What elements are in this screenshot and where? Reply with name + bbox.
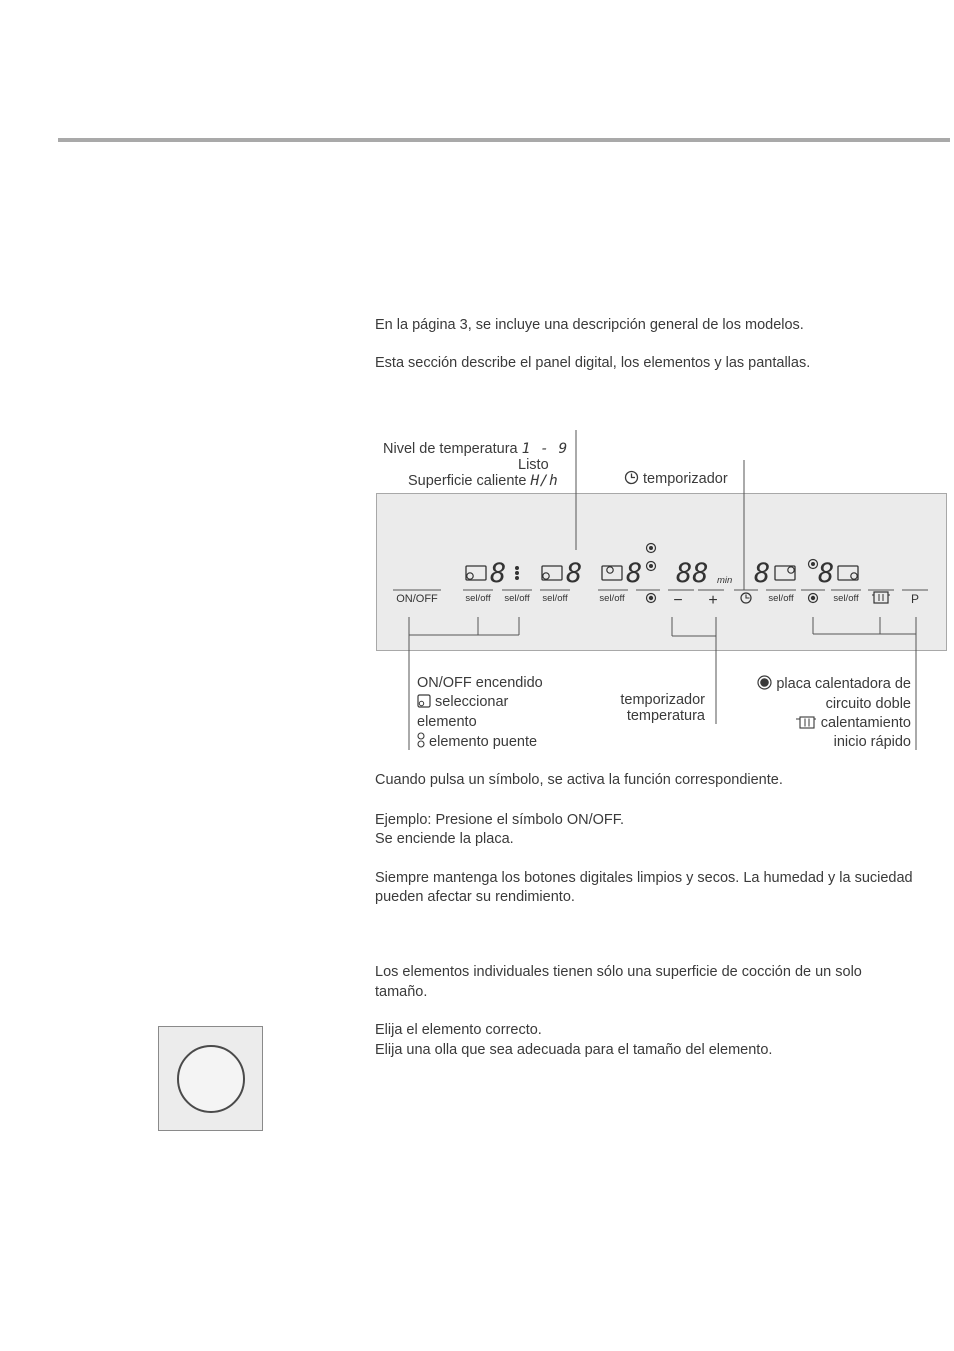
temp-level-range: 1 - 9 xyxy=(521,441,568,457)
ready-callout: Listo xyxy=(518,457,549,473)
element-display-3 xyxy=(602,544,656,590)
sel-off-button-4[interactable] xyxy=(598,590,628,604)
sel-off-5-label: sel/off xyxy=(768,593,794,604)
body-p5-line-1: Elija el elemento correcto. xyxy=(375,1022,542,1038)
sel-off-button-1[interactable] xyxy=(463,590,493,604)
quick-heat-legend-icon xyxy=(795,715,817,729)
quick-heat-button[interactable] xyxy=(868,590,894,603)
sel-off-2-label: sel/off xyxy=(504,593,530,604)
legend-temperature: temperatura xyxy=(626,708,705,724)
legend-quick-heat-1 xyxy=(700,714,911,734)
element-3-digit: 8 xyxy=(626,558,643,589)
timer-display xyxy=(676,558,732,589)
timer-digits: 88 xyxy=(676,558,709,589)
element-display-4 xyxy=(754,558,795,589)
legend-element: elemento xyxy=(417,714,477,730)
element-5-digit: 8 xyxy=(818,558,835,589)
select-element-icon xyxy=(417,694,431,708)
legend-quick-heat-label-1: calentamiento xyxy=(820,715,911,731)
temp-level-label: Nivel de temperatura xyxy=(383,441,518,457)
body-p1: Cuando pulsa un símbolo, se activa la función correspondiente. xyxy=(375,772,783,788)
sel-off-6-label: sel/off xyxy=(833,593,859,604)
body-p3-line-1: Siempre mantenga los botones digitales limpios y secos. La humedad y la suciedad xyxy=(375,870,913,886)
timer-callout-label: temporizador xyxy=(643,471,728,487)
timer-min-unit: min xyxy=(717,575,733,586)
single-element-illustration xyxy=(158,1026,263,1131)
legend-select xyxy=(417,693,508,713)
element-2-digit: 8 xyxy=(566,558,583,589)
onoff-button-label: ON/OFF xyxy=(396,593,438,605)
element-display-1 xyxy=(466,558,519,589)
sel-off-button-6[interactable] xyxy=(831,590,861,604)
sel-off-button-2[interactable] xyxy=(502,590,532,604)
dual-circuit-button-1[interactable] xyxy=(636,590,660,603)
legend-dual-circuit-1 xyxy=(700,675,911,695)
minus-label: − xyxy=(673,592,683,609)
element-1-digit: 8 xyxy=(490,558,507,589)
plus-label: + xyxy=(708,592,718,609)
timer-button[interactable] xyxy=(734,590,758,603)
p-button[interactable] xyxy=(902,590,928,606)
element-display-5 xyxy=(809,558,859,589)
cooking-zone-circle xyxy=(177,1045,245,1113)
intro-line-2: Esta sección describe el panel digital, los elementos y las pantallas. xyxy=(375,355,811,371)
legend-bridge-label: elemento puente xyxy=(429,734,538,750)
sel-off-1-label: sel/off xyxy=(465,593,491,604)
body-p5-line-2: Elija una olla que sea adecuada para el tamaño del elemento. xyxy=(375,1042,773,1058)
onoff-button[interactable] xyxy=(393,590,441,605)
sel-off-4-label: sel/off xyxy=(599,593,625,604)
legend-dual-circuit-2: circuito doble xyxy=(825,696,911,712)
element-display-2 xyxy=(542,558,582,589)
body-p4-line-1: Los elementos individuales tienen sólo una superficie de cocción de un solo xyxy=(375,964,862,980)
sel-off-button-5[interactable] xyxy=(766,590,796,604)
hot-surface-symbol: H/h xyxy=(530,473,559,489)
sel-off-3-label: sel/off xyxy=(542,593,568,604)
p-button-label: P xyxy=(910,592,920,606)
legend-onoff: ON/OFF encendido xyxy=(417,675,543,691)
dual-circuit-button-2[interactable] xyxy=(801,590,825,603)
timer-minus-button[interactable] xyxy=(668,590,694,609)
timer-plus-button[interactable] xyxy=(698,590,724,609)
body-p2-line-1: Ejemplo: Presione el símbolo ON/OFF. xyxy=(375,812,625,828)
sel-off-button-3[interactable] xyxy=(540,590,570,604)
quick-heat-icon xyxy=(874,592,888,603)
legend-timer: temporizador xyxy=(620,692,705,708)
body-p3-line-2: pueden afectar su rendimiento. xyxy=(375,889,575,905)
body-p2-line-2: Se enciende la placa. xyxy=(375,831,514,847)
intro-line-1: En la página 3, se incluye una descripción general de los modelos. xyxy=(375,317,804,333)
body-p4-line-2: tamaño. xyxy=(375,984,428,1000)
legend-dual-circuit-label-1: placa calentadora de xyxy=(776,676,911,692)
bridge-element-icon xyxy=(417,732,425,748)
hot-surface-label: Superficie caliente xyxy=(408,473,527,489)
legend-quick-heat-2: inicio rápido xyxy=(833,734,911,750)
legend-select-label: seleccionar xyxy=(435,694,509,710)
dual-circuit-legend-icon xyxy=(757,675,772,690)
legend-bridge xyxy=(417,732,537,753)
element-4-digit: 8 xyxy=(754,558,771,589)
